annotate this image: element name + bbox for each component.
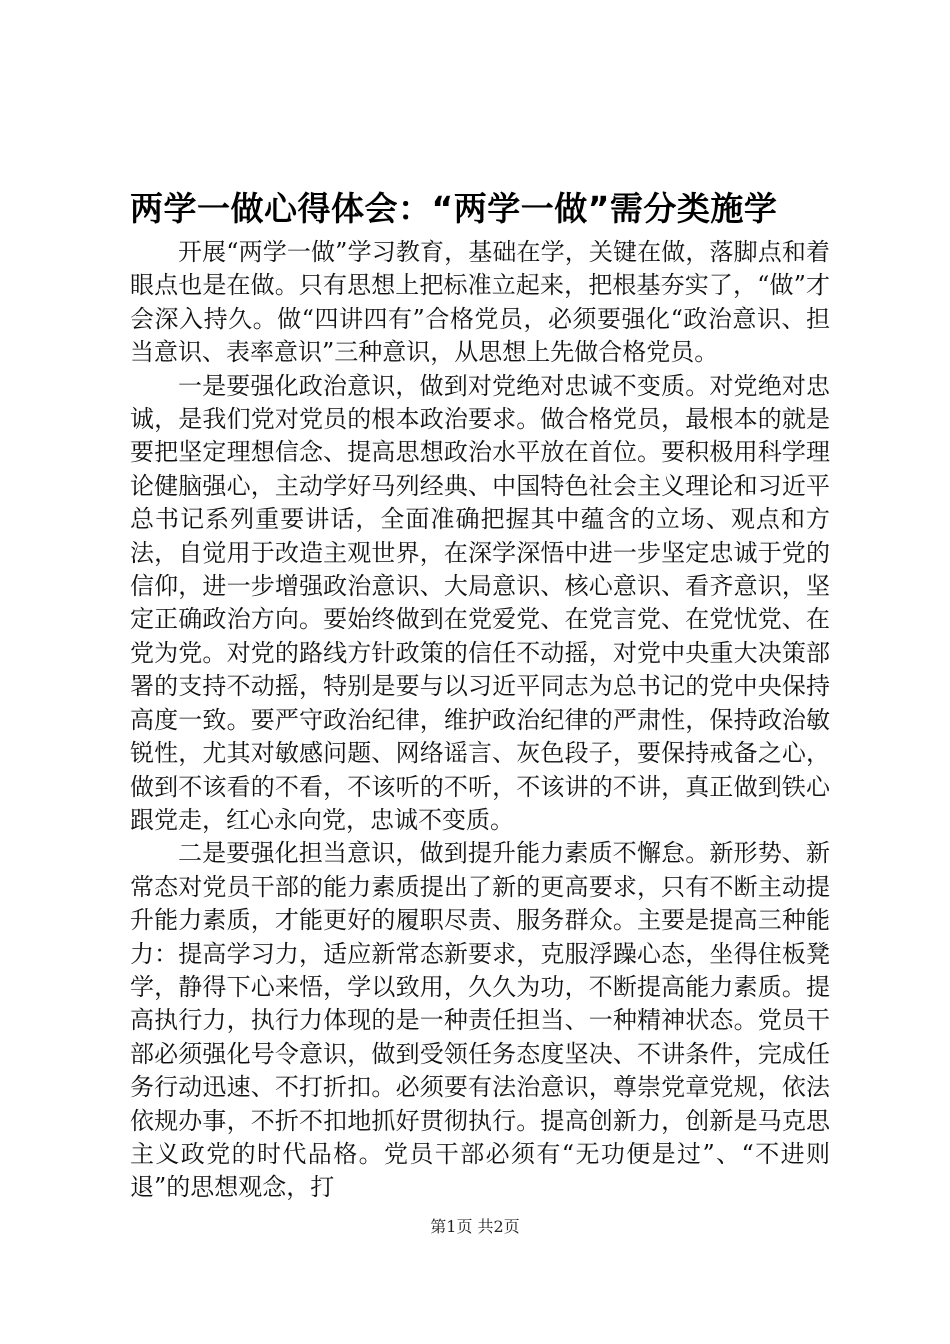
paragraph-political-awareness: 一是要强化政治意识，做到对党绝对忠诚不变质。对党绝对忠诚，是我们党对党员的根本政治要求。做合格党员，最根本的就是要把坚定理想信念、提高思想政治水平放在首位。要积极用科学理论健脑强心，主动学好马列经典、中国特色社会主义理论和习近平总书记系列重要讲话，全面准确把握其中蕴含的立场、观点和方法，自觉用于改造主观世界，在深学深悟中进一步坚定忠诚于党的信仰，进一步增强政治意识、大局意识、核心意识、看齐意识，坚定正确政治方向。要始终做到在党爱党、在党言党、在党忧党、在党为党。对党的路线方针政策的信任不动摇，对党中央重大决策部署的支持不动摇，特别是要与以习近平同志为总书记的党中央保持高度一致。要严守政治纪律，维护政治纪律的严肃性，保持政治敏锐性，尤其对敏感问题、网络谣言、灰色段子，要保持戒备之心，做到不该看的不看，不该听的不听，不该讲的不讲，真正做到铁心跟党走，红心永向党，忠诚不变质。 — [130, 371, 830, 834]
paragraph-intro: 开展“两学一做”学习教育，基础在学，关键在做，落脚点和着眼点也是在做。只有思想上把标准立起来，把根基夯实了，“做”才会深入持久。做“四讲四有”合格党员，必须要强化“政治意识、担当意识、表率意识”三种意识，从思想上先做合格党员。 — [130, 238, 830, 367]
page-footer — [0, 1216, 950, 1238]
document-body — [130, 186, 830, 1205]
page-number: 第1页 共2页 — [430, 1217, 520, 1236]
paragraph-responsibility-awareness: 二是要强化担当意识，做到提升能力素质不懈怠。新形势、新常态对党员干部的能力素质提出了新的更高要求，只有不断主动提升能力素质，才能更好的履职尽责、服务群众。主要是提高三种能力：提高学习力，适应新常态新要求，克服浮躁心态，坐得住板凳学，静得下心来悟，学以致用，久久为功，不断提高能力素质。提高执行力，执行力体现的是一种责任担当、一种精神状态。党员干部必须强化号令意识，做到受领任务态度坚决、不讲条件，完成任务行动迅速、不打折扣。必须要有法治意识，尊崇党章党规，依法依规办事，不折不扣地抓好贯彻执行。提高创新力，创新是马克思主义政党的时代品格。党员干部必须有“无功便是过”、“不进则退”的思想观念，打 — [130, 839, 830, 1202]
document-title: 两学一做心得体会：“两学一做”需分类施学 — [130, 189, 778, 228]
